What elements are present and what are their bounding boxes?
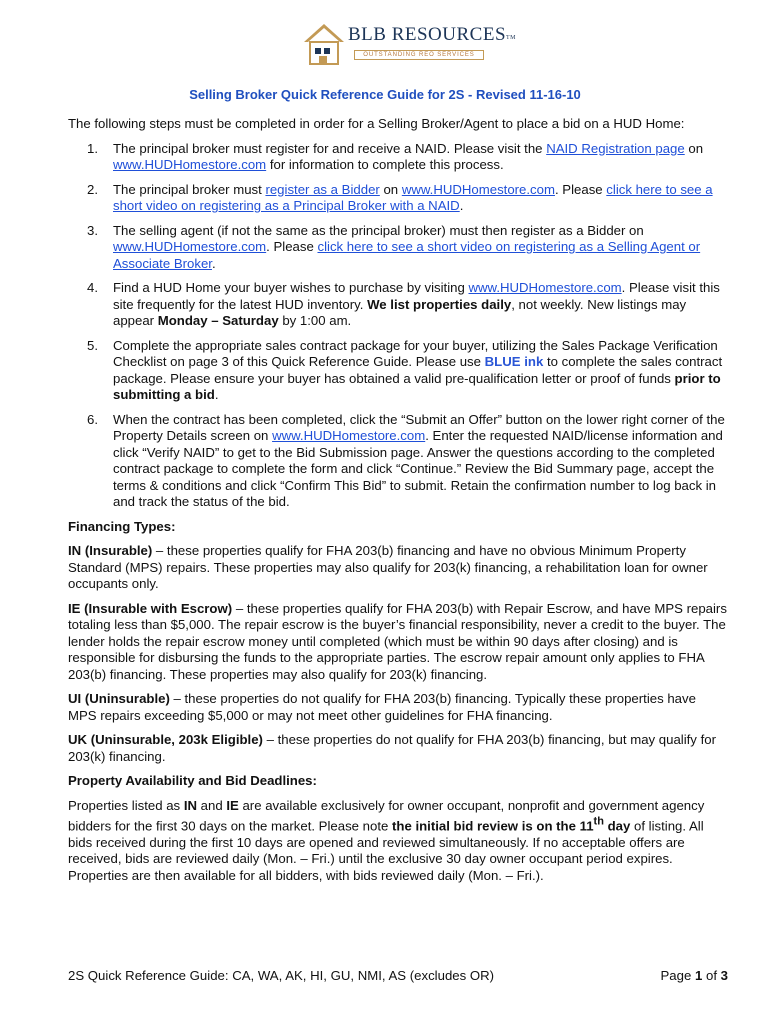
step-item: 6. When the contract has been completed, click the “Submit an Offer” button on the lower right corner of the Property Details screen on www.HUDHomestore.com. Enter the requested NAID/license information and click “Verify NAID” to get to the Bid Submission page. Answer the questions according to the completed contract package to complete the form and click “Continue.” Review the Bid Summary page, accept the terms & conditions and click “Confirm This Bid” to submit. Retain the confirmation number to log back in and track the status of the bid. — [87, 411, 725, 509]
document-body — [68, 116, 728, 892]
document-title: Selling Broker Quick Reference Guide for 2S - Revised 11-16-10 — [189, 87, 581, 102]
naid-registration-link[interactable]: NAID Registration page — [546, 140, 685, 156]
hudhomestore-link[interactable]: www.HUDHomestore.com — [401, 181, 555, 197]
step-number: 1. — [87, 140, 98, 156]
intro-paragraph: The following steps must be completed in order for a Selling Broker/Agent to place a bid on a HUD Home: — [68, 116, 685, 131]
step-item: 4. Find a HUD Home your buyer wishes to purchase by visiting www.HUDHomestore.com. Please visit this site frequently for the latest HUD inventory. We list properties daily, not weekly. New listings may appear Monday – Saturday by 1:00 am. — [87, 280, 720, 328]
step-number: 5. — [87, 337, 98, 353]
blue-ink-emphasis: BLUE ink — [484, 354, 544, 369]
step-number: 3. — [87, 222, 98, 238]
availability-paragraph: Properties listed as IN and IE are available exclusively for owner occupant, nonprofit and government agency bidders for the first 30 days on the market. Please note the initial bid review is on the 11th day of listing. All bids received during the first 10 days are opened and reviewed simultaneously. If no acceptable offers are received, bids are reviewed daily (Mon. – Fri.) until the exclusive 30 day owner occupant period expires. Properties are then available for all bidders, with bids reviewed daily (Mon. – Fri.). — [68, 797, 705, 883]
principal-broker-video-link[interactable]: click here to see a short video on registering as a Principal Broker with a NAID — [113, 181, 713, 213]
logo-trademark: TM — [506, 35, 517, 41]
step-item: 5. Complete the appropriate sales contract package for your buyer, utilizing the Sales Package Verification Checklist on page 3 of this Quick Reference Guide. Please use BLUE ink to complete the sales contract package. Please ensure your buyer has obtained a valid pre-qualification letter or proof of funds prior to submitting a bid. — [87, 337, 723, 402]
hudhomestore-link[interactable]: www.HUDHomestore.com — [113, 157, 267, 172]
hudhomestore-link[interactable]: www.HUDHomestore.com — [272, 428, 426, 443]
page-number: Page 1 of 3 — [660, 968, 728, 983]
footer-guide-label: 2S Quick Reference Guide: CA, WA, AK, HI, GU, NMI, AS (excludes OR) — [68, 968, 495, 983]
financing-item: IE (Insurable with Escrow) – these properties qualify for FHA 203(b) with Repair Escrow, and have MPS repairs totaling less than $5,000. The repair escrow is the buyer’s financial responsibility, never a credit to the buyer. The lender holds the repair escrow money until completed (which must be within 90 days after closing) and is responsible for disbursing the funds to the appropriate parties. The escrow repair amount only applies to FHA 203(b) financing. These properties may also qualify for 203(k) financing. — [68, 600, 727, 682]
hudhomestore-link[interactable]: www.HUDHomestore.com — [468, 280, 622, 295]
register-bidder-link[interactable]: register as a Bidder — [265, 181, 380, 197]
selling-agent-video-link[interactable]: click here to see a short video on registering as a Selling Agent or Associate Broker — [113, 239, 701, 271]
step-number: 4. — [87, 280, 98, 295]
step-number: 6. — [87, 411, 98, 427]
step-item: 1. The principal broker must register for and receive a NAID. Please visit the NAID Registration page on www.HUDHomestore.com for information to complete this process. — [87, 140, 704, 172]
company-logo — [302, 18, 517, 70]
step-item: 3. The selling agent (if not the same as the principal broker) must then register as a Bidder on www.HUDHomestore.com. Please click here to see a short video on registering as a Selling Agent or Associate Broker. — [87, 222, 701, 271]
logo-tagline: OUTSTANDING REO SERVICES — [354, 50, 484, 60]
house-logo-icon — [302, 20, 346, 68]
logo-name: BLB RESOURCESTM — [348, 24, 517, 45]
financing-heading: Financing Types: — [68, 518, 176, 534]
financing-item: IN (Insurable) – these properties qualify for FHA 203(b) financing and have no obvious Minimum Property Standard (MPS) repairs. These properties may also qualify for 203(k) financing, a rehabilitation loan for owner occupants only. — [68, 543, 708, 591]
steps-list — [68, 141, 728, 511]
step-item: 2. The principal broker must register as a Bidder on www.HUDHomestore.com. Please click here to see a short video on registering as a Principal Broker with a NAID. — [87, 181, 713, 213]
financing-item: UI (Uninsurable) – these properties do not qualify for FHA 203(b) financing. Typically these properties have MPS repairs exceeding $5,000 or may not meet other guidelines for FHA financing. — [68, 691, 696, 723]
hudhomestore-link[interactable]: www.HUDHomestore.com — [113, 239, 267, 254]
financing-item: UK (Uninsurable, 203k Eligible) – these properties do not qualify for FHA 203(b) financing, but may qualify for 203(k) financing. — [68, 732, 716, 764]
availability-heading: Property Availability and Bid Deadlines: — [68, 773, 317, 788]
step-number: 2. — [87, 181, 98, 197]
